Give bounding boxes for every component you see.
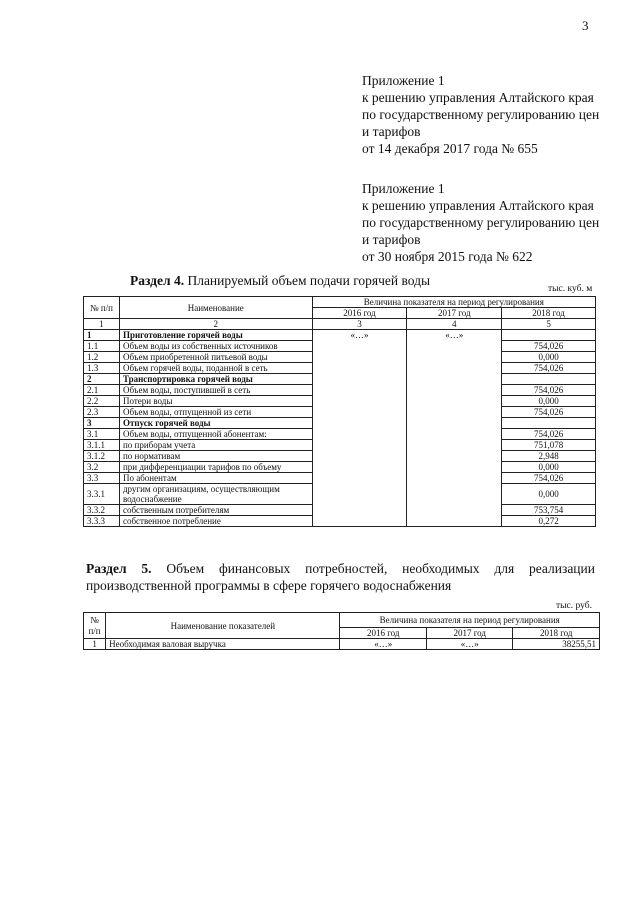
row-num: 2.2 [84, 396, 120, 407]
section4-title-text: Планируемый объем подачи горячей воды [184, 273, 431, 288]
row-num: 3.1.1 [84, 440, 120, 451]
col-number: 2 [119, 319, 312, 330]
value-2017-placeholder: «…» [407, 330, 502, 527]
header-2016: 2016 год [312, 308, 407, 319]
row-name: Объем воды, поступившей в сеть [119, 385, 312, 396]
page-number: 3 [582, 18, 589, 33]
section5-title [86, 560, 595, 594]
row-name: По абонентам [119, 473, 312, 484]
row-num: 3.2 [84, 462, 120, 473]
row-num: 2.3 [84, 407, 120, 418]
row-name: Необходимая валовая выручка [106, 639, 340, 650]
section5-table [83, 612, 600, 650]
row-num: 2.1 [84, 385, 120, 396]
row-num: 3.1.2 [84, 451, 120, 462]
row-value-2018: 38255,51 [513, 639, 600, 650]
row-name: другим организациям, осуществляющим водоснабжение [119, 484, 312, 505]
row-name: по нормативам [119, 451, 312, 462]
row-value-2018 [502, 418, 596, 429]
row-name: по приборам учета [119, 440, 312, 451]
header-2018: 2018 год [502, 308, 596, 319]
appendix-original-header [362, 180, 599, 265]
section4-table-body [84, 330, 596, 527]
header-period-group: Величина показателя на период регулирования [312, 297, 595, 308]
appendix-current-header [362, 72, 599, 157]
row-value-2018: 2,948 [502, 451, 596, 462]
row-value-2017: «…» [426, 639, 513, 650]
appendix-line: Приложение 1 [362, 73, 445, 88]
row-name: Потери воды [119, 396, 312, 407]
table-row [84, 639, 600, 650]
row-num: 1.3 [84, 363, 120, 374]
row-value-2016: «…» [340, 639, 427, 650]
row-num: 1 [84, 330, 120, 341]
section5-unit: тыс. руб. [556, 601, 592, 611]
header-2017: 2017 год [426, 628, 513, 639]
col-number: 4 [407, 319, 502, 330]
row-num: 2 [84, 374, 120, 385]
row-value-2018: 0,272 [502, 516, 596, 527]
appendix-line: Приложение 1 [362, 181, 445, 196]
row-name: Объем воды из собственных источников [119, 341, 312, 352]
header-2017: 2017 год [407, 308, 502, 319]
table-row [84, 330, 596, 341]
row-value-2018: 751,078 [502, 440, 596, 451]
row-name: собственное потребление [119, 516, 312, 527]
appendix-line: от 14 декабря 2017 года № 655 [362, 141, 538, 156]
section4-title-bold: Раздел 4. [130, 273, 185, 288]
row-num: 1 [84, 639, 106, 650]
header-period-group: Величина показателя на период регулирования [340, 613, 600, 628]
value-2016-placeholder: «…» [312, 330, 407, 527]
appendix-line: к решению управления Алтайского края [362, 90, 594, 105]
row-value-2018: 0,000 [502, 352, 596, 363]
row-value-2018: 753,754 [502, 505, 596, 516]
section4-table [83, 296, 596, 527]
row-name: Объем воды, отпущенной абонентам: [119, 429, 312, 440]
header-num: № п/п [84, 613, 106, 639]
header-2018: 2018 год [513, 628, 600, 639]
row-name: собственным потребителям [119, 505, 312, 516]
col-number: 1 [84, 319, 120, 330]
header-name: Наименование показателей [106, 613, 340, 639]
appendix-line: и тарифов [362, 124, 421, 139]
row-num: 3.3.2 [84, 505, 120, 516]
row-name: Приготовление горячей воды [119, 330, 312, 341]
row-value-2018: 754,026 [502, 473, 596, 484]
header-2016: 2016 год [340, 628, 427, 639]
row-num: 1.1 [84, 341, 120, 352]
row-value-2018: 0,000 [502, 396, 596, 407]
col-number: 5 [502, 319, 596, 330]
row-name: Отпуск горячей воды [119, 418, 312, 429]
row-value-2018 [502, 374, 596, 385]
row-num: 3.1 [84, 429, 120, 440]
row-num: 1.2 [84, 352, 120, 363]
row-value-2018: 754,026 [502, 429, 596, 440]
section4-title [130, 272, 430, 289]
row-value-2018: 754,026 [502, 363, 596, 374]
row-num: 3.3 [84, 473, 120, 484]
row-value-2018 [502, 330, 596, 341]
row-value-2018: 754,026 [502, 385, 596, 396]
row-name: Объем воды, отпущенной из сети [119, 407, 312, 418]
appendix-line: и тарифов [362, 232, 421, 247]
section5-title-bold: Раздел 5. [86, 561, 152, 576]
row-value-2018: 0,000 [502, 462, 596, 473]
section4-unit: тыс. куб. м [548, 284, 593, 294]
row-name: Объем приобретенной питьевой воды [119, 352, 312, 363]
appendix-line: по государственному регулированию цен [362, 215, 600, 230]
header-num: № п/п [84, 297, 120, 319]
row-name: Транспортировка горячей воды [119, 374, 312, 385]
row-value-2018: 754,026 [502, 407, 596, 418]
appendix-line: от 30 ноября 2015 года № 622 [362, 249, 533, 264]
row-name: при дифференциации тарифов по объему [119, 462, 312, 473]
row-num: 3.3.3 [84, 516, 120, 527]
row-name: Объем горячей воды, поданной в сеть [119, 363, 312, 374]
row-num: 3.3.1 [84, 484, 120, 505]
appendix-line: по государственному регулированию цен [362, 107, 600, 122]
appendix-line: к решению управления Алтайского края [362, 198, 594, 213]
col-number: 3 [312, 319, 407, 330]
header-name: Наименование [119, 297, 312, 319]
row-value-2018: 0,000 [502, 484, 596, 505]
row-num: 3 [84, 418, 120, 429]
row-value-2018: 754,026 [502, 341, 596, 352]
section5-title-text: Объем финансовых потребностей, необходимых для реализации производственной программы в сфере горячего водоснабжения [86, 561, 595, 593]
